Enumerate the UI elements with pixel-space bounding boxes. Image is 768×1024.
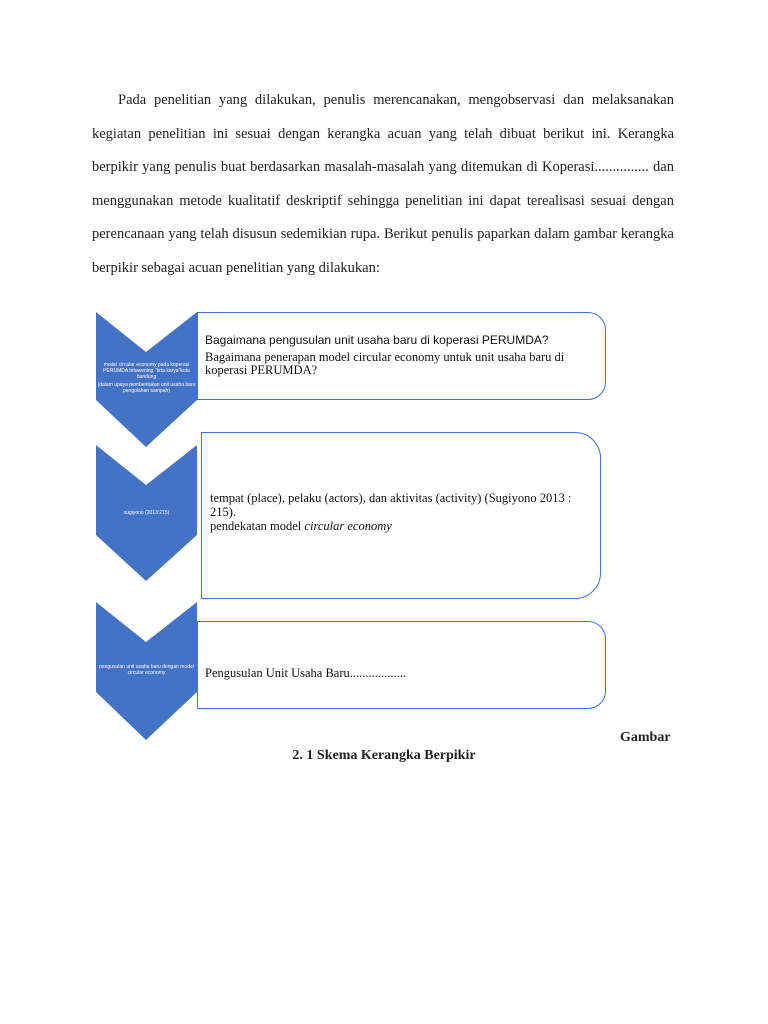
step-2-line-1: tempat (place), pelaku (actors), dan aktivitas (activity) (Sugiyono 2013 : 215). bbox=[210, 491, 572, 519]
step-2-line-2-italic: circular economy bbox=[304, 519, 392, 533]
figure-label: Gambar bbox=[620, 730, 671, 745]
step-3-box bbox=[197, 621, 606, 709]
step-1-heading: Bagaimana pengusulan unit usaha baru di koperasi PERUMDA? bbox=[205, 333, 549, 347]
chevron-3-label: pengusulan unit usaha baru dengan model circular economy bbox=[99, 664, 194, 676]
step-2-box bbox=[201, 432, 601, 599]
step-2-line-2 bbox=[210, 519, 595, 533]
chevron-1-label bbox=[96, 362, 197, 394]
figure-caption: 2. 1 Skema Kerangka Berpikir bbox=[292, 748, 476, 763]
step-2-text bbox=[210, 491, 595, 533]
step-3-text: Pengusulan Unit Usaha Baru.................. bbox=[205, 666, 407, 680]
step-1-text: Bagaimana penerapan model circular economy untuk unit usaha baru di koperasi PERUMDA? bbox=[205, 350, 565, 377]
step-2-line-2-prefix: pendekatan model bbox=[210, 519, 305, 533]
chevron-2-label: sugiyono (2013:215) bbox=[123, 510, 170, 516]
body-paragraph: Pada penelitian yang dilakukan, penulis merencanakan, mengobservasi dan melaksanakan kegiatan penelitian ini sesuai dengan kerangka acuan yang telah dibuat berikut ini. Kerangka berpikir yang penulis buat berdasarkan masalah-masalah yang ditemukan di Koperasi............... dan menggunakan metode kualitatif deskriptif sehingga penelitian ini dapat terealisasi sesuai dengan perencanaan yang telah disusun sedemikian rupa. Berikut penulis paparkan dalam gambar kerangka berpikir sebagai acuan penelitian yang dilakukan: bbox=[92, 92, 674, 276]
chevron-1-line-2: (dalam upaya pembentukan unit usaha baru pengolahan sampah) bbox=[97, 382, 196, 394]
step-1-box bbox=[197, 312, 606, 400]
chevron-1-line-1: model circular economy pada koperasi PERUMDA tirtawening "tirta karya"kota bandung bbox=[103, 362, 190, 380]
